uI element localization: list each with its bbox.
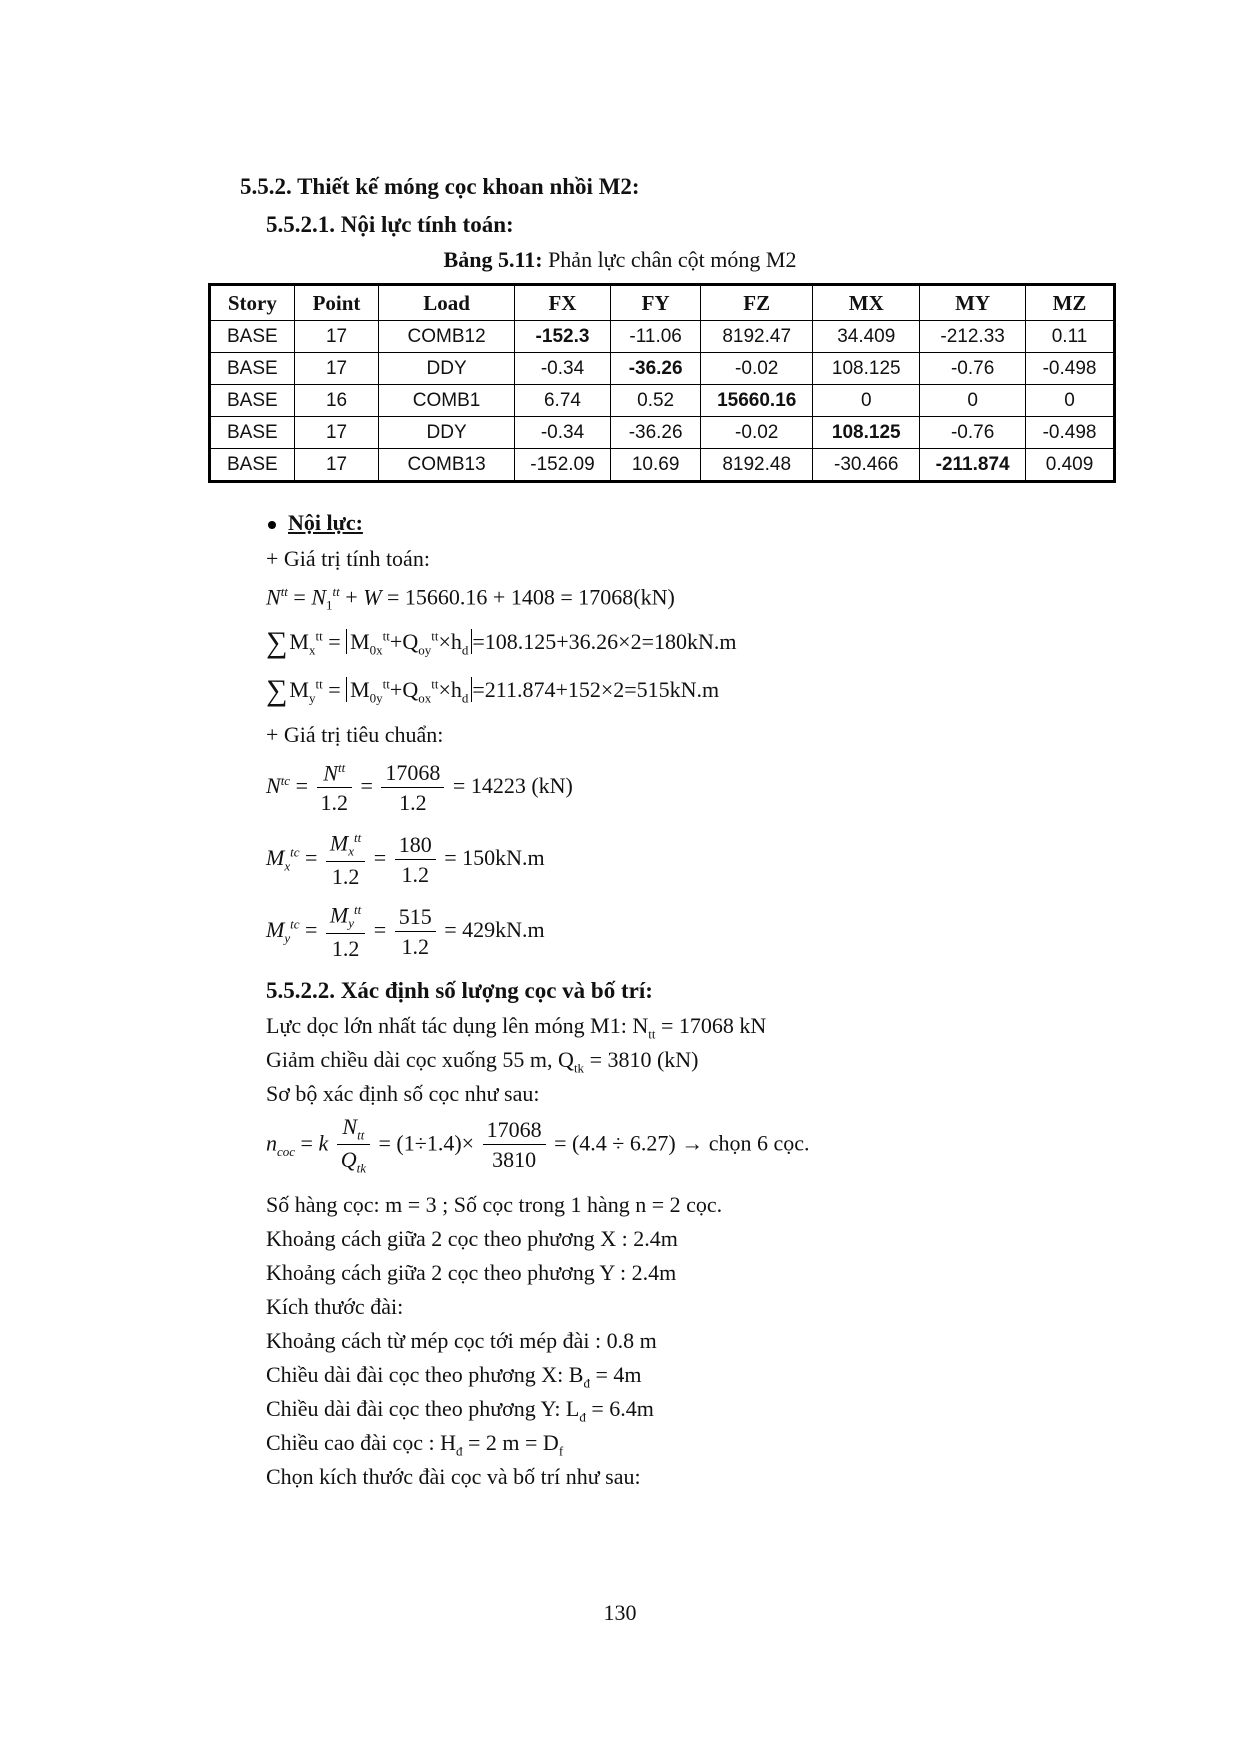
text-cap-length-x: Chiều dài đài cọc theo phương X: B — [266, 1362, 584, 1387]
equation-sum-my: $\sum M_y^{tt} = M_{0y}^{tt}+Q_{ox}^{tt}\times h_d =211.874+152\times 2=515kN.m$ — [266, 674, 720, 707]
table-cell: 15660.16 — [701, 385, 813, 417]
table-cell: -212.33 — [920, 321, 1026, 353]
text-line: Chọn kích thước đài cọc và bố trí như sau: — [266, 1464, 641, 1489]
equation-ntc: $N^{tc}$ = $\frac{N^{tt}}{1.2}$ = $\frac{17068}{1.2}$ = 14223 (kN) — [266, 760, 573, 816]
table-cell: -36.26 — [611, 353, 701, 385]
table-cell: -36.26 — [611, 417, 701, 449]
subsection-heading-internal-forces: 5.5.2.1. Nội lực tính toán: — [266, 212, 514, 237]
table-cell: 6.74 — [514, 385, 610, 417]
text-max-axial-value: = 17068 kN — [655, 1013, 767, 1038]
table-header: Load — [379, 285, 514, 321]
table-cell: -30.466 — [813, 449, 920, 482]
text-pile-length: Giảm chiều dài cọc xuống 55 m, Q — [266, 1047, 574, 1072]
table-cell: 108.125 — [813, 353, 920, 385]
table-cell: -0.34 — [514, 417, 610, 449]
table-cell: -0.02 — [701, 417, 813, 449]
ncoc-range: = (1÷1.4)× — [378, 1130, 475, 1156]
table-cell: 0 — [920, 385, 1026, 417]
table-caption-label: Bảng 5.11: — [443, 247, 543, 272]
table-row — [210, 449, 1115, 482]
text-line: Khoảng cách từ mép cọc tới mép đài : 0.8 m — [266, 1328, 657, 1353]
text-cap-height-value: = 2 m = D — [462, 1430, 559, 1455]
sum-icon: ∑ — [266, 674, 288, 707]
table-cell: BASE — [210, 353, 295, 385]
table-caption-text: Phản lực chân cột móng M2 — [542, 247, 797, 272]
table-cell: 0.11 — [1026, 321, 1115, 353]
table-cell: 17 — [294, 449, 379, 482]
table-cell: 0 — [813, 385, 920, 417]
table-cell: -0.02 — [701, 353, 813, 385]
table-cell: 108.125 — [813, 417, 920, 449]
calc-values-label: + Giá trị tính toán: — [266, 546, 430, 571]
text-cap-length-x-value: = 4m — [589, 1362, 642, 1387]
equation-sum-my-value: =211.874+152×2=515kN.m — [472, 677, 720, 702]
equation-mxtc: $M_x^{tc}$ = $\frac{M_x^{tt}}{1.2}$ = $\frac{180}{1.2}$ = 150kN.m — [266, 830, 545, 889]
table-cell: BASE — [210, 321, 295, 353]
table-cell: 8192.47 — [701, 321, 813, 353]
equation-sum-mx: $\sum M_x^{tt} = M_{0x}^{tt}+Q_{oy}^{tt}\times h_d =108.125+36.26\times 2=180kN.m$ — [266, 626, 737, 659]
table-cell: 0.52 — [611, 385, 701, 417]
table-cell: COMB12 — [379, 321, 514, 353]
ncoc-result: = (4.4 ÷ 6.27) → chọn 6 cọc. — [554, 1130, 810, 1156]
text-line: Chiều cao đài cọc : $H_đ = 2$ $m = D_f$ — [266, 1430, 564, 1459]
subsection-heading-pile-layout: 5.5.2.2. Xác định số lượng cọc và bố trí: — [266, 978, 653, 1003]
table-cell: -0.498 — [1026, 353, 1115, 385]
table-cell: -152.09 — [514, 449, 610, 482]
table-row — [210, 321, 1115, 353]
ntc-denominator: 1.2 — [399, 790, 427, 816]
table-cell: 17 — [294, 417, 379, 449]
text-line: Lực dọc lớn nhất tác dụng lên móng M1: $N_{tt} = 17068$ kN — [266, 1013, 767, 1042]
table-cell: -211.874 — [920, 449, 1026, 482]
table-cell: BASE — [210, 417, 295, 449]
table-row — [210, 417, 1115, 449]
table-cell: 34.409 — [813, 321, 920, 353]
mytc-numerator: 515 — [395, 904, 436, 932]
equation-ncoc: $n_{coc} = k$ $\frac{N_{tt}}{Q_{tk}}$ = (1÷1.4)× $\frac{17068}{3810}$ = (4.4 ÷ 6.27) → chọn 6 cọc. — [266, 1114, 810, 1176]
text-line: Chiều dài đài cọc theo phương Y: $L_đ = 6.4m$ — [266, 1396, 654, 1425]
table-cell: COMB13 — [379, 449, 514, 482]
std-values-label: + Giá trị tiêu chuẩn: — [266, 722, 444, 747]
equation-n-total-value: = 15660.16 + 1408 = 17068(kN) — [387, 584, 675, 610]
table-cell: 10.69 — [611, 449, 701, 482]
reactions-table — [208, 283, 1116, 483]
table-cell: -0.76 — [920, 417, 1026, 449]
table-cell: -0.76 — [920, 353, 1026, 385]
sum-icon: ∑ — [266, 626, 288, 659]
table-header: MY — [920, 285, 1026, 321]
table-header: FY — [611, 285, 701, 321]
mxtc-result: = 150kN.m — [444, 844, 545, 870]
table-cell: 16 — [294, 385, 379, 417]
text-cap-height: Chiều cao đài cọc : H — [266, 1430, 456, 1455]
table-header: Story — [210, 285, 295, 321]
text-max-axial: Lực dọc lớn nhất tác dụng lên móng M1: N — [266, 1013, 649, 1038]
ncoc-denominator: 3810 — [492, 1147, 537, 1173]
mytc-result: = 429kN.m — [444, 916, 545, 942]
ntc-result: = 14223 (kN) — [452, 773, 573, 799]
text-line: Kích thước đài: — [266, 1294, 404, 1319]
table-cell: BASE — [210, 385, 295, 417]
bullet-label: Nội lực: — [288, 510, 363, 535]
text-pile-capacity: = 3810 (kN) — [584, 1047, 699, 1072]
table-header: MZ — [1026, 285, 1115, 321]
text-cap-length-y-value: = 6.4m — [585, 1396, 654, 1421]
text-line: Giảm chiều dài cọc xuống 55 m, $Q_{tk} = 3810$ (kN) — [266, 1047, 699, 1076]
mxtc-numerator: 180 — [395, 832, 436, 860]
table-cell: 17 — [294, 321, 379, 353]
text-line: Khoảng cách giữa 2 cọc theo phương X : 2.4m — [266, 1226, 678, 1251]
bullet-dot-icon — [268, 521, 276, 529]
text-line: Chiều dài đài cọc theo phương X: $B_đ = 4m$ — [266, 1362, 642, 1391]
table-caption — [0, 247, 1240, 273]
table-row — [210, 385, 1115, 417]
bullet-internal-forces — [268, 510, 363, 536]
table-header-row — [210, 285, 1115, 321]
table-cell: 0 — [1026, 385, 1115, 417]
table-cell: COMB1 — [379, 385, 514, 417]
mxtc-denominator: 1.2 — [401, 861, 429, 887]
table-cell: DDY — [379, 417, 514, 449]
equation-mytc: $M_y^{tc}$ = $\frac{M_y^{tt}}{1.2}$ = $\frac{515}{1.2}$ = 429kN.m — [266, 902, 545, 961]
ntc-numerator: 17068 — [381, 760, 444, 788]
table-header: FZ — [701, 285, 813, 321]
table-header: Point — [294, 285, 379, 321]
section-heading: 5.5.2. Thiết kế móng cọc khoan nhồi M2: — [240, 174, 640, 199]
table-cell: 17 — [294, 353, 379, 385]
table-header: MX — [813, 285, 920, 321]
page-number: 130 — [603, 1600, 637, 1625]
text-line: Sơ bộ xác định số cọc như sau: — [266, 1081, 540, 1106]
table-header: FX — [514, 285, 610, 321]
text-cap-length-y: Chiều dài đài cọc theo phương Y: L — [266, 1396, 580, 1421]
table-cell: -0.34 — [514, 353, 610, 385]
table-cell: -152.3 — [514, 321, 610, 353]
table-cell: 0.409 — [1026, 449, 1115, 482]
table-cell: -11.06 — [611, 321, 701, 353]
equation-sum-mx-value: =108.125+36.26×2=180kN.m — [472, 629, 737, 654]
equation-n-total: $N^{tt} = N_1^{tt} + W = 15660.16 + 1408 = 17068(kN)$ — [266, 584, 675, 613]
text-line: Khoảng cách giữa 2 cọc theo phương Y : 2.4m — [266, 1260, 677, 1285]
text-line: Số hàng cọc: m = 3 ; Số cọc trong 1 hàng n = 2 cọc. — [266, 1192, 723, 1217]
ncoc-numerator: 17068 — [483, 1117, 546, 1145]
table-row — [210, 353, 1115, 385]
table-cell: DDY — [379, 353, 514, 385]
table-cell: -0.498 — [1026, 417, 1115, 449]
table-cell: BASE — [210, 449, 295, 482]
mytc-denominator: 1.2 — [401, 933, 429, 959]
table-cell: 8192.48 — [701, 449, 813, 482]
